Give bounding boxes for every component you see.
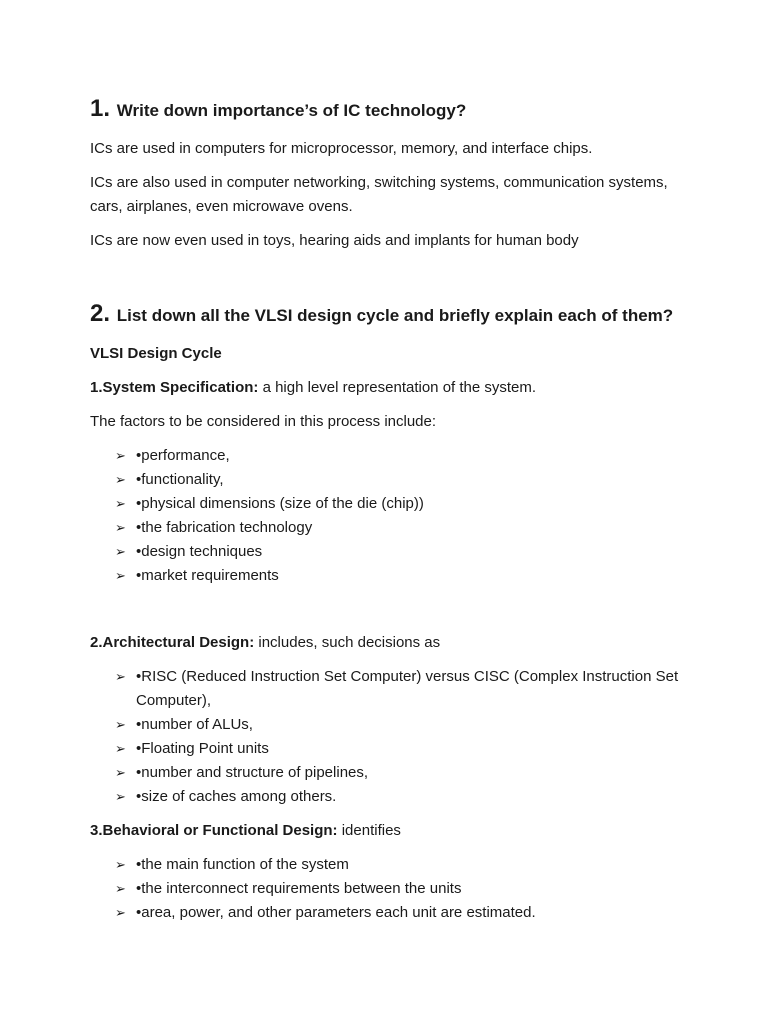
behavioral-design-text: identifies (337, 822, 401, 839)
list-item: ➢ •performance, (115, 444, 695, 468)
arrowhead-bullet-icon: ➢ (115, 669, 126, 684)
system-specification-text: a high level representation of the system. (258, 379, 537, 396)
system-specification-label: 1.System Specification: (90, 379, 259, 396)
q1-paragraph-3: ICs are now even used in toys, hearing aids and implants for human body (90, 232, 579, 249)
arrowhead-bullet-icon: ➢ (115, 905, 126, 920)
list-item: ➢ •the main function of the system (115, 853, 695, 877)
list-item: ➢ •the fabrication technology (115, 516, 695, 540)
arrowhead-bullet-icon: ➢ (115, 448, 126, 463)
behavioral-design-line (90, 819, 690, 843)
arrowhead-bullet-icon: ➢ (115, 741, 126, 756)
list-item: ➢ •design techniques (115, 540, 695, 564)
arrowhead-bullet-icon: ➢ (115, 857, 126, 872)
behavioral-design-list (115, 853, 695, 925)
question-2-title: List down all the VLSI design cycle and briefly explain each of them? (116, 306, 674, 325)
q1-paragraph-1: ICs are used in computers for microprocessor, memory, and interface chips. (90, 140, 593, 157)
list-item: ➢ •market requirements (115, 564, 695, 588)
list-item: ➢ •Floating Point units (115, 737, 695, 761)
list-item: ➢ •area, power, and other parameters each unit are estimated. (115, 901, 695, 925)
arrowhead-bullet-icon: ➢ (115, 568, 126, 583)
arrowhead-bullet-icon: ➢ (115, 496, 126, 511)
factors-intro: The factors to be considered in this process include: (90, 413, 437, 430)
behavioral-design-label: 3.Behavioral or Functional Design: (90, 822, 338, 839)
system-specification-list (115, 444, 695, 588)
list-item: ➢ •RISC (Reduced Instruction Set Computer) versus CISC (Complex Instruction Set Computer), (115, 665, 695, 713)
arrowhead-bullet-icon: ➢ (115, 881, 126, 896)
question-1-heading (90, 95, 466, 123)
arrowhead-bullet-icon: ➢ (115, 789, 126, 804)
arrowhead-bullet-icon: ➢ (115, 765, 126, 780)
architectural-design-label: 2.Architectural Design: (90, 634, 255, 651)
architectural-design-text: includes, such decisions as (254, 634, 441, 651)
arrowhead-bullet-icon: ➢ (115, 544, 126, 559)
arrowhead-bullet-icon: ➢ (115, 717, 126, 732)
list-item: ➢ •physical dimensions (size of the die (chip)) (115, 492, 695, 516)
system-specification-line (90, 376, 690, 400)
architectural-design-line (90, 631, 690, 655)
list-item: ➢ •size of caches among others. (115, 785, 695, 809)
vlsi-design-cycle-subtitle: VLSI Design Cycle (90, 345, 222, 362)
q1-paragraph-2: ICs are also used in computer networking, switching systems, communication systems, cars, airplanes, even microwave ovens. (90, 174, 668, 215)
question-1-title: Write down importance’s of IC technology? (116, 101, 467, 120)
arrowhead-bullet-icon: ➢ (115, 472, 126, 487)
arrowhead-bullet-icon: ➢ (115, 520, 126, 535)
question-2-heading (90, 300, 673, 328)
architectural-design-list (115, 665, 695, 809)
list-item: ➢ •number and structure of pipelines, (115, 761, 695, 785)
question-1-number: 1. (90, 95, 111, 122)
list-item: ➢ •functionality, (115, 468, 695, 492)
question-2-number: 2. (90, 300, 111, 327)
list-item: ➢ •number of ALUs, (115, 713, 695, 737)
list-item: ➢ •the interconnect requirements between the units (115, 877, 695, 901)
